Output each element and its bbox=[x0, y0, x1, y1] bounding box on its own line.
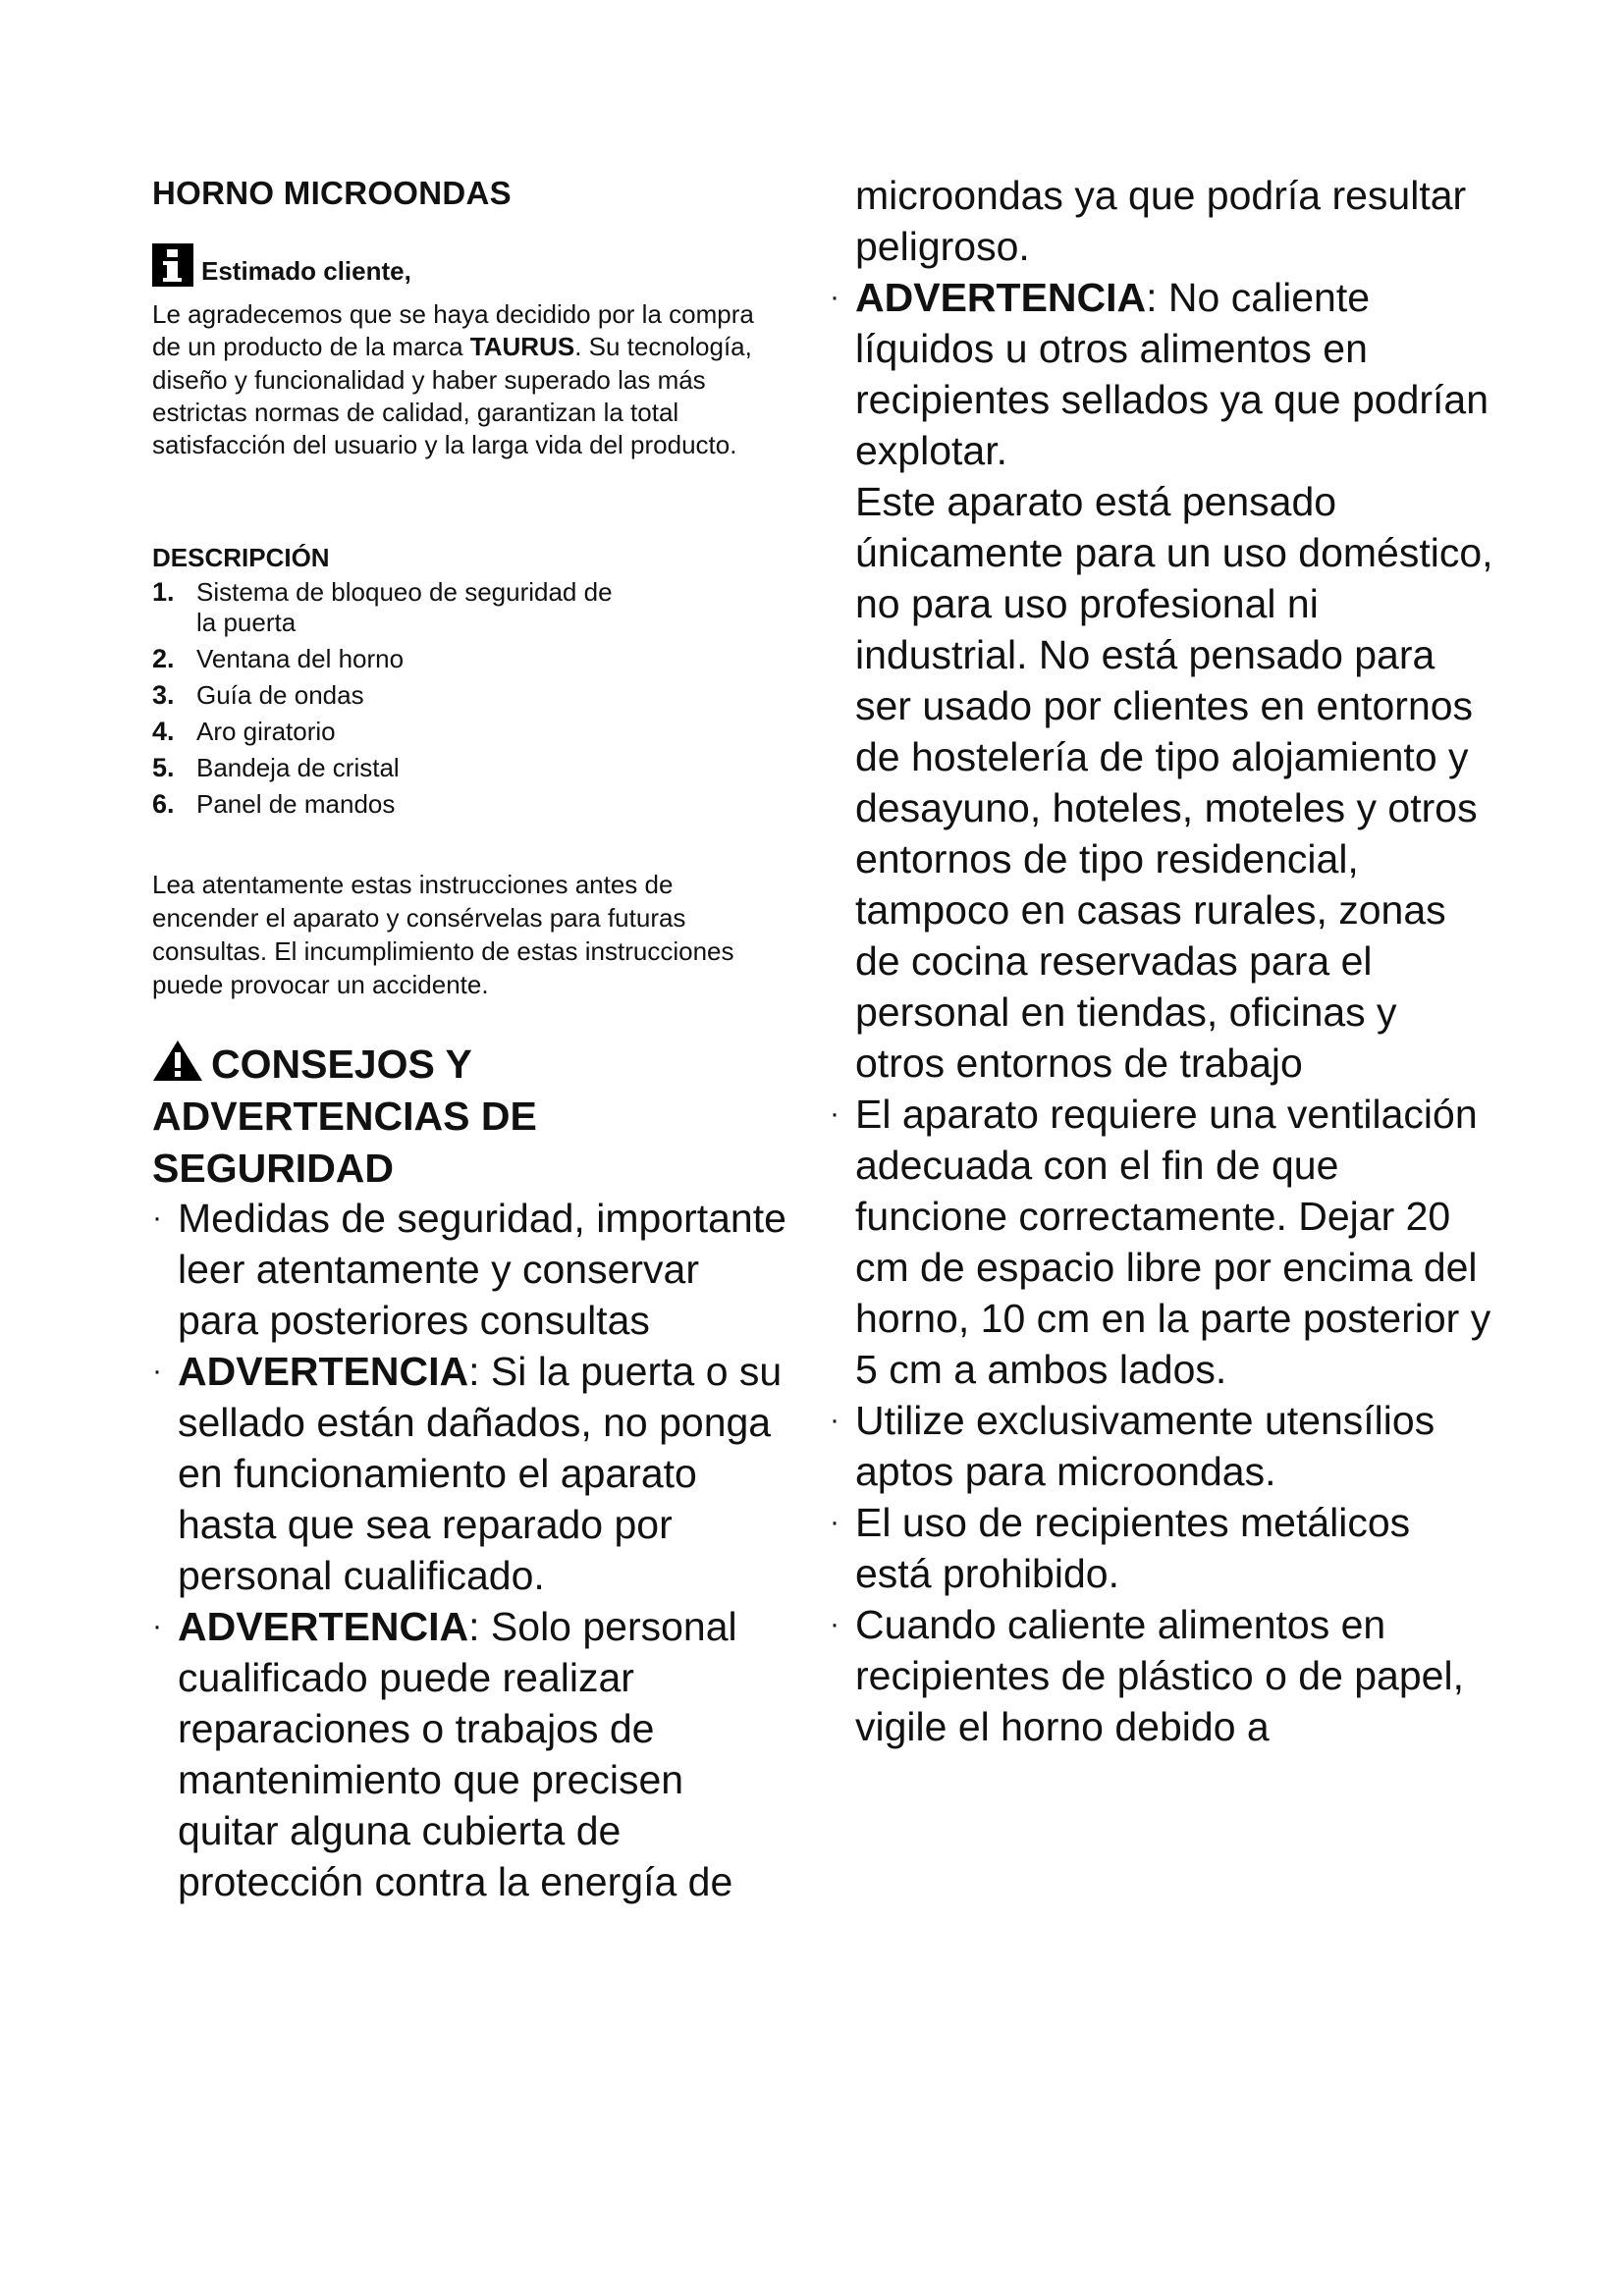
list-item-text: El uso de recipientes metálicos está prohibido. bbox=[855, 1500, 1411, 1596]
list-item-number: 4. bbox=[152, 717, 175, 746]
list-item-continuation bbox=[830, 170, 1497, 272]
list-item bbox=[830, 1599, 1497, 1752]
bullet-dot: · bbox=[152, 1610, 162, 1642]
list-item-text: Aro giratorio bbox=[196, 717, 336, 746]
list-item bbox=[152, 1346, 790, 1601]
brand-name: TAURUS bbox=[469, 332, 575, 362]
warning-keyword: ADVERTENCIA bbox=[855, 275, 1147, 320]
safety-list-left bbox=[152, 1193, 790, 1907]
intro-text: Le agradecemos que se haya decidido por la compra de un producto de la marca bbox=[152, 299, 754, 362]
list-item-text: El aparato requiere una ventilación adecuada con el fin de que funcione correctamente. Dejar 20 cm de espacio libre por encima del horno, 10 cm en la parte posterior y 5 cm a ambos lados. bbox=[855, 1092, 1491, 1392]
document-title: HORNO MICROONDAS bbox=[152, 175, 512, 211]
list-item bbox=[152, 577, 781, 638]
list-item bbox=[152, 753, 781, 783]
list-item-text: Utilize exclusivamente utensílios aptos para microondas. bbox=[855, 1398, 1435, 1494]
list-item-text: Cuando caliente alimentos en recipientes de plástico o de papel, vigile el horno debido a bbox=[855, 1602, 1464, 1749]
bullet-dot: · bbox=[830, 281, 839, 313]
list-item-text: Bandeja de cristal bbox=[196, 753, 400, 782]
intro-text-rest: . Su tecnología, diseño y funcionalidad y haber superado las más estrictas normas de calidad, garantizan la total satisfacción del usuario y la larga vida del producto. bbox=[152, 332, 752, 460]
safety-heading-text: CONSEJOS Y ADVERTENCIAS DE SEGURIDAD bbox=[152, 1041, 537, 1191]
list-item-text: : Solo personal cualificado puede realizar reparaciones o trabajos de mantenimiento que precisen quitar alguna cubierta de protección contra la energía de bbox=[178, 1604, 737, 1904]
list-item bbox=[830, 1497, 1497, 1599]
list-item-number: 6. bbox=[152, 789, 175, 819]
list-item-number: 3. bbox=[152, 680, 175, 710]
list-item-text: Medidas de seguridad, importante leer atentamente y conservar para posteriores consultas bbox=[178, 1196, 786, 1343]
greeting: Estimado cliente, bbox=[201, 256, 411, 286]
list-item-text: Ventana del horno bbox=[196, 644, 405, 673]
intro-paragraph bbox=[152, 298, 781, 461]
list-item-text: Panel de mandos bbox=[196, 789, 396, 819]
domestic-use-text: Este aparato está pensado únicamente para un uso doméstico, no para uso profesional ni industrial. No está pensado para ser usado por clientes en entornos de hostelería de tipo alojamiento y desayuno, hoteles, moteles y otros entornos de tipo residencial, tampoco en casas rurales, zonas de cocina reservadas para el personal en tiendas, oficinas y otros entornos de trabajo bbox=[855, 479, 1493, 1086]
info-icon bbox=[152, 243, 193, 287]
list-item bbox=[152, 644, 781, 674]
list-item-text: : No caliente líquidos u otros alimentos en recipientes sellados ya que podrían explotar. bbox=[855, 275, 1489, 473]
bullet-dot: · bbox=[830, 1097, 839, 1130]
list-item-text: microondas ya que podría resultar peligroso. bbox=[855, 173, 1467, 269]
warning-triangle-icon bbox=[152, 1039, 203, 1082]
bullet-dot: · bbox=[830, 1506, 839, 1538]
list-item bbox=[830, 1089, 1497, 1395]
list-item-number: 5. bbox=[152, 753, 175, 782]
safety-heading bbox=[152, 1039, 781, 1195]
bullet-dot: · bbox=[152, 1201, 162, 1234]
list-item-number: 1. bbox=[152, 577, 175, 607]
greeting-row bbox=[152, 243, 411, 287]
list-item bbox=[152, 680, 781, 711]
list-item-text: Guía de ondas bbox=[196, 680, 364, 710]
read-instructions-note: Lea atentamente estas instrucciones antes de encender el aparato y consérvelas para futuras consultas. El incumplimiento de estas instrucciones puede provocar un accidente. bbox=[152, 870, 734, 999]
list-item bbox=[152, 789, 781, 820]
list-item bbox=[152, 717, 781, 747]
list-item-text: : Si la puerta o su sellado están dañados, no ponga en funcionamiento el aparato hasta que sea reparado por personal cualificado. bbox=[178, 1349, 783, 1598]
bullet-dot: · bbox=[152, 1355, 162, 1387]
list-item-text: Sistema de bloqueo de seguridad de la puerta bbox=[196, 577, 613, 637]
list-item-continuation bbox=[830, 476, 1497, 1089]
list-item bbox=[152, 1601, 790, 1907]
list-item bbox=[152, 1193, 790, 1346]
list-item bbox=[830, 272, 1497, 476]
warning-keyword: ADVERTENCIA bbox=[178, 1349, 469, 1394]
bullet-dot: · bbox=[830, 1404, 839, 1436]
description-list bbox=[152, 577, 781, 820]
safety-list-right bbox=[830, 170, 1497, 1752]
warning-keyword: ADVERTENCIA bbox=[178, 1604, 469, 1649]
list-item-number: 2. bbox=[152, 644, 175, 673]
bullet-dot: · bbox=[830, 1608, 839, 1640]
list-item bbox=[830, 1395, 1497, 1497]
description-title: DESCRIPCIÓN bbox=[152, 543, 330, 572]
